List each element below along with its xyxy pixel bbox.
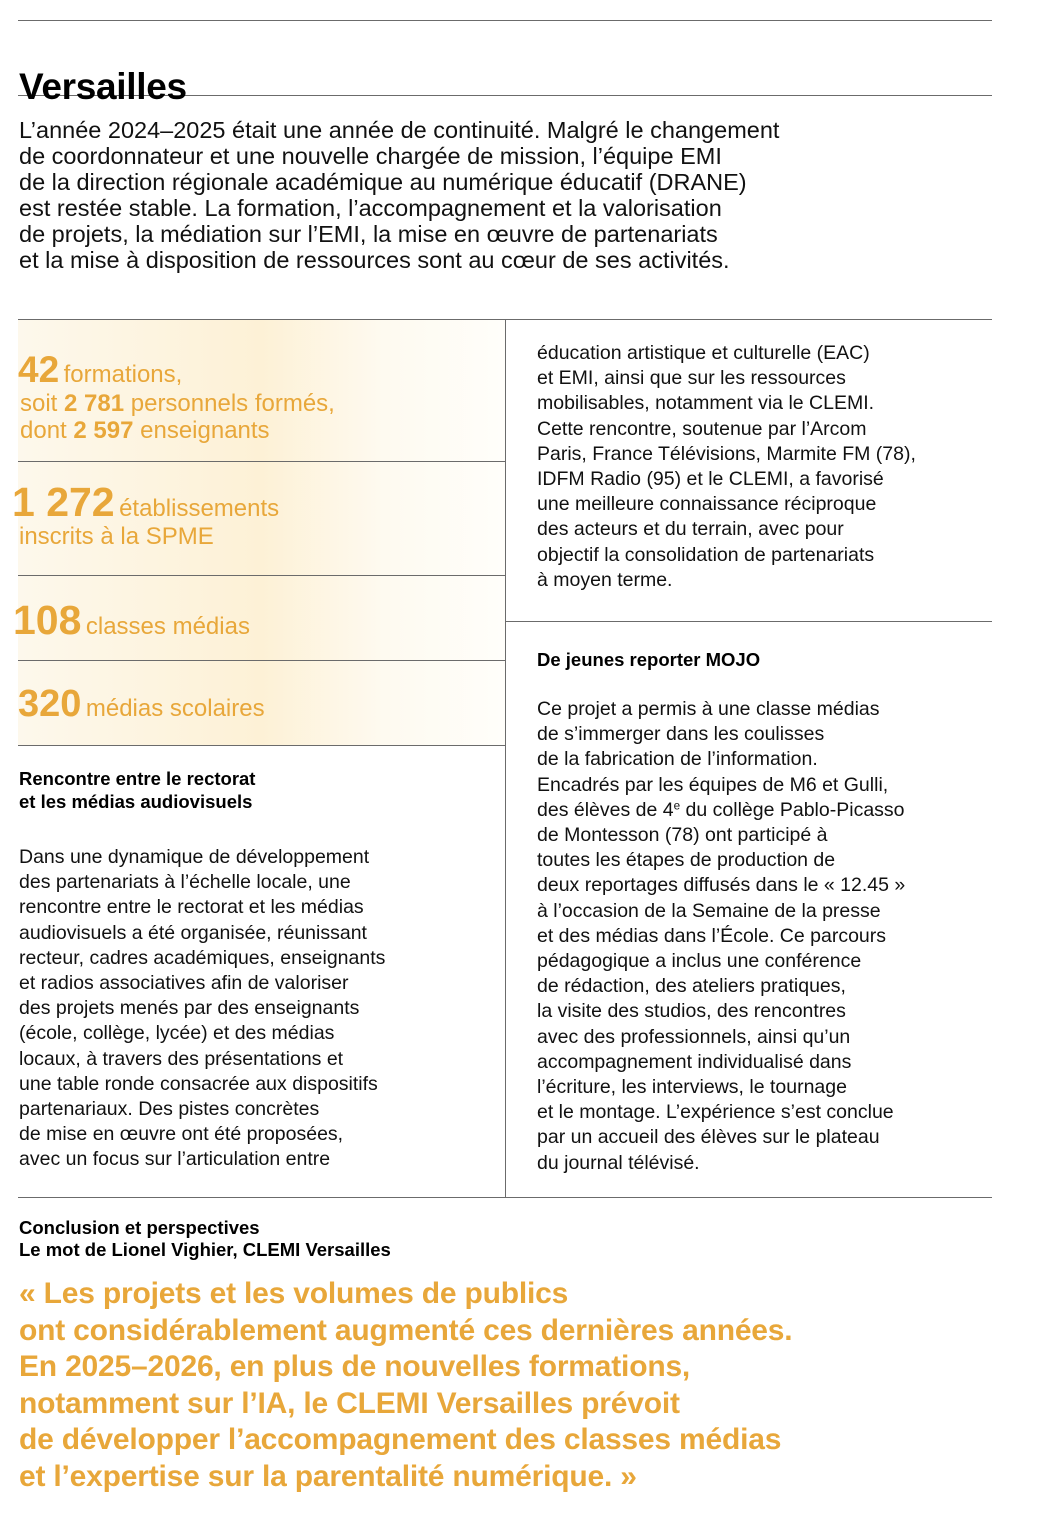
body-line: Paris, France Télévisions, Marmite FM (78),	[537, 442, 916, 465]
stat-divider	[18, 461, 505, 462]
quote-line: En 2025–2026, en plus de nouvelles formations,	[19, 1350, 691, 1383]
body-line: avec un focus sur l’articulation entre	[19, 1148, 331, 1171]
body-line: et des médias dans l’École. Ce parcours	[537, 924, 887, 947]
body-line: de rédaction, des ateliers pratiques,	[537, 975, 846, 998]
body-line: Encadrés par les équipes de M6 et Gulli,	[537, 773, 889, 796]
body-line: recteur, cadres académiques, enseignants	[19, 946, 386, 969]
body-line: de s’immerger dans les coulisses	[537, 723, 825, 746]
body-line: objectif la consolidation de partenariats	[537, 543, 875, 566]
conclusion-author: Le mot de Lionel Vighier, CLEMI Versailles	[19, 1239, 391, 1260]
body-line: IDFM Radio (95) et le CLEMI, a favorisé	[537, 468, 884, 491]
quote-line: de développer l’accompagnement des classes médias	[19, 1423, 782, 1456]
body-line: Ce projet a permis à une classe médias	[537, 698, 880, 720]
quote-line: notamment sur l’IA, le CLEMI Versailles prévoit	[19, 1386, 680, 1420]
key-figures-panel	[12, 320, 505, 745]
body-line: éducation artistique et culturelle (EAC)	[537, 342, 870, 364]
body-line: des acteurs et du terrain, avec pour	[537, 518, 844, 541]
body-line: à l’occasion de la Semaine de la presse	[537, 899, 881, 922]
quote-line: ont considérablement augmenté ces dernières années.	[19, 1313, 793, 1347]
section-rule-bottom	[18, 1197, 992, 1198]
stat-trainings	[18, 350, 335, 444]
stat-subnumber: 2 597	[73, 417, 134, 444]
body-line: (école, collège, lycée) et des médias	[19, 1022, 335, 1045]
body-line: par un accueil des élèves sur le plateau	[537, 1126, 880, 1149]
body-line: Cette rencontre, soutenue par l’Arcom	[537, 417, 867, 440]
body-line: du journal télévisé.	[537, 1151, 700, 1174]
body-line: de la fabrication de l’information.	[537, 748, 818, 771]
body-line: des projets menés par des enseignants	[19, 997, 360, 1020]
body-line: de mise en œuvre ont été proposées,	[19, 1123, 344, 1146]
rencontre-heading: Rencontre entre le rectorat et les médias audiovisuels	[19, 768, 256, 812]
intro-line: de projets, la médiation sur l’EMI, la mise en œuvre de partenariats	[19, 221, 718, 247]
mojo-heading: De jeunes reporter MOJO	[537, 649, 761, 670]
rencontre-body-continued	[537, 341, 916, 593]
stat-label: médias scolaires	[85, 695, 265, 722]
stat-number: 320	[18, 683, 82, 725]
body-line: une meilleure connaissance réciproque	[537, 493, 877, 516]
stats-bottom-rule	[18, 745, 505, 746]
stat-label: classes médias	[85, 613, 250, 640]
body-line: partenariaux. Des pistes concrètes	[19, 1098, 320, 1121]
column-divider	[505, 320, 506, 1197]
conclusion-heading	[19, 1217, 391, 1261]
stat-subnumber: 2 781	[64, 390, 125, 417]
stat-schools	[12, 480, 279, 550]
body-line: deux reportages diffusés dans le « 12.45 »	[537, 874, 906, 897]
stat-media-classes	[13, 598, 250, 642]
body-line: pédagogique a inclus une conférence	[537, 950, 862, 973]
stat-divider	[18, 575, 505, 576]
body-line: l’écriture, les interviews, le tournage	[537, 1076, 847, 1099]
body-line: de Montesson (78) ont participé à	[537, 824, 828, 847]
body-line: rencontre entre le rectorat et les médias	[19, 896, 364, 919]
stat-label: établissements	[119, 495, 280, 522]
intro-paragraph	[19, 117, 979, 273]
body-line: toutes les étapes de production de	[537, 849, 836, 872]
body-line: des partenariats à l’échelle locale, une	[19, 871, 351, 894]
conclusion-quote	[19, 1276, 792, 1495]
stat-label: formations,	[63, 361, 183, 388]
body-line: mobilisables, notamment via le CLEMI.	[537, 392, 875, 415]
stat-number: 1 272	[12, 479, 115, 525]
right-column-divider	[505, 621, 992, 622]
intro-line: de coordonnateur et une nouvelle chargée de mission, l’équipe EMI	[19, 143, 722, 169]
stat-subline: soit 2 781 personnels formés,	[20, 390, 335, 417]
stat-number: 42	[18, 349, 60, 390]
top-rule	[18, 20, 992, 21]
intro-line: de la direction régionale académique au numérique éducatif (DRANE)	[19, 169, 747, 195]
body-line: audiovisuels a été organisée, réunissant	[19, 921, 367, 944]
body-line: des élèves de 4e du collège Pablo-Picasso	[537, 798, 905, 821]
body-line: la visite des studios, des rencontres	[537, 1000, 846, 1023]
body-line: avec des professionnels, ainsi qu’un	[537, 1025, 851, 1048]
intro-line: et la mise à disposition de ressources sont au cœur de ses activités.	[19, 247, 730, 273]
page-title: Versailles	[19, 65, 187, 107]
intro-line: L’année 2024–2025 était une année de continuité. Malgré le changement	[19, 117, 780, 143]
stat-subline: inscrits à la SPME	[19, 523, 214, 550]
body-line: à moyen terme.	[537, 568, 673, 591]
stat-subline: dont 2 597 enseignants	[20, 417, 270, 444]
mojo-body	[537, 697, 905, 1176]
body-line: accompagnement individualisé dans	[537, 1050, 852, 1073]
rencontre-body	[19, 845, 385, 1173]
quote-line: et l’expertise sur la parentalité numérique. »	[19, 1459, 637, 1493]
stat-number: 108	[13, 597, 82, 643]
body-line: une table ronde consacrée aux dispositifs	[19, 1072, 378, 1095]
body-line: et le montage. L’expérience s’est conclue	[537, 1101, 894, 1124]
stat-school-media	[18, 682, 265, 726]
body-line: et EMI, ainsi que sur les ressources	[537, 367, 846, 390]
body-line: Dans une dynamique de développement	[19, 846, 370, 868]
body-line: et radios associatives afin de valoriser	[19, 972, 349, 995]
conclusion-title: Conclusion et perspectives	[19, 1217, 260, 1238]
body-line: locaux, à travers des présentations et	[19, 1047, 344, 1070]
intro-line: est restée stable. La formation, l’accompagnement et la valorisation	[19, 195, 722, 221]
stat-divider	[18, 660, 505, 661]
quote-line: « Les projets et les volumes de publics	[19, 1277, 569, 1310]
